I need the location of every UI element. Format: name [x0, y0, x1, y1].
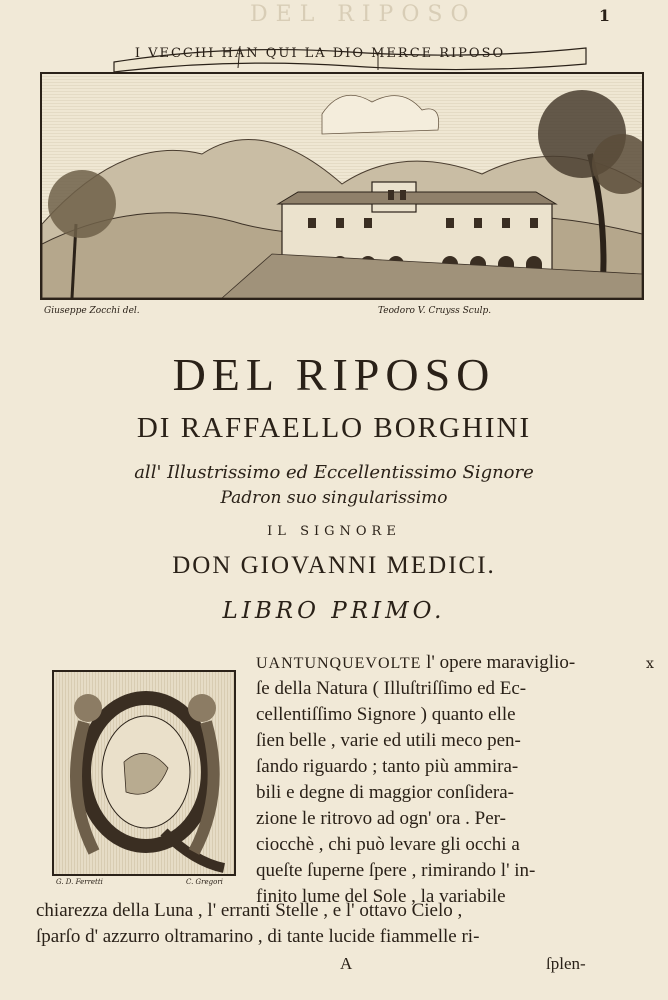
lead-word: UANTUNQUEVOLTE: [256, 655, 422, 672]
villa-landscape-engraving: [40, 72, 644, 300]
landscape-illustration: [42, 74, 642, 298]
initial-credit-right: C. Gregori: [186, 878, 223, 886]
body-line-11: chiarezza della Luna , l' erranti Stelle , e l' ottavo Cielo ,: [36, 900, 463, 921]
margin-mark: x: [646, 656, 654, 672]
dedicatee-name: DON GIOVANNI MEDICI.: [172, 552, 496, 579]
body-line-7: zione le ritrovo ad ogn' ora . Per-: [256, 808, 506, 829]
initial-q-illustration: [54, 672, 234, 874]
body-line-8: ciocchè , chi può levare gli occhi a: [256, 834, 520, 855]
show-through-running-head: DEL RIPOSO: [250, 2, 477, 27]
book-heading: LIBRO PRIMO.: [222, 598, 446, 624]
body-line-12: ſparſo d' azzurro oltramarino , di tante lucide fiammelle ri-: [36, 926, 480, 947]
body-line-1: UANTUNQUEVOLTE l' opere maraviglio-: [256, 652, 576, 673]
main-title: DEL RIPOSO: [172, 349, 496, 400]
dedication-line-2: Padron suo singularissimo: [220, 488, 448, 508]
body-line-3: cellentiſſimo Signore ) quanto elle: [256, 704, 516, 725]
body-line-10: finito lume del Sole , la variabile: [256, 886, 506, 907]
catchword: ſplen-: [546, 954, 586, 973]
engraver-credit-left: Giuseppe Zocchi del.: [44, 306, 140, 316]
initial-credit-left: G. D. Ferretti: [56, 878, 103, 886]
banner-motto: I VECCHI HAN QUI LA DIO MERCE RIPOSO: [134, 46, 506, 61]
body-line-4: ſien belle , varie ed utili meco pen-: [256, 730, 521, 751]
page-number: 1: [598, 6, 610, 25]
dedicatee-prefix: IL SIGNORE: [267, 524, 401, 539]
decorated-initial-q: [52, 670, 236, 876]
body-line-2: ſe della Natura ( Illuſtriſſimo ed Ec-: [256, 678, 527, 699]
body-line-6: bili e degne di maggior conſidera-: [256, 782, 514, 803]
engraver-credit-right: Teodoro V. Cruyss Sculp.: [378, 306, 492, 316]
body-line-9: queſte ſuperne ſpere , rimirando l' in-: [256, 860, 536, 881]
signature-mark: A: [340, 954, 353, 973]
body-line-5: ſando riguardo ; tanto più ammira-: [256, 756, 519, 777]
dedication-line: all' Illustrissimo ed Eccellentissimo Signore: [134, 462, 534, 483]
author-line: DI RAFFAELLO BORGHINI: [136, 412, 532, 444]
